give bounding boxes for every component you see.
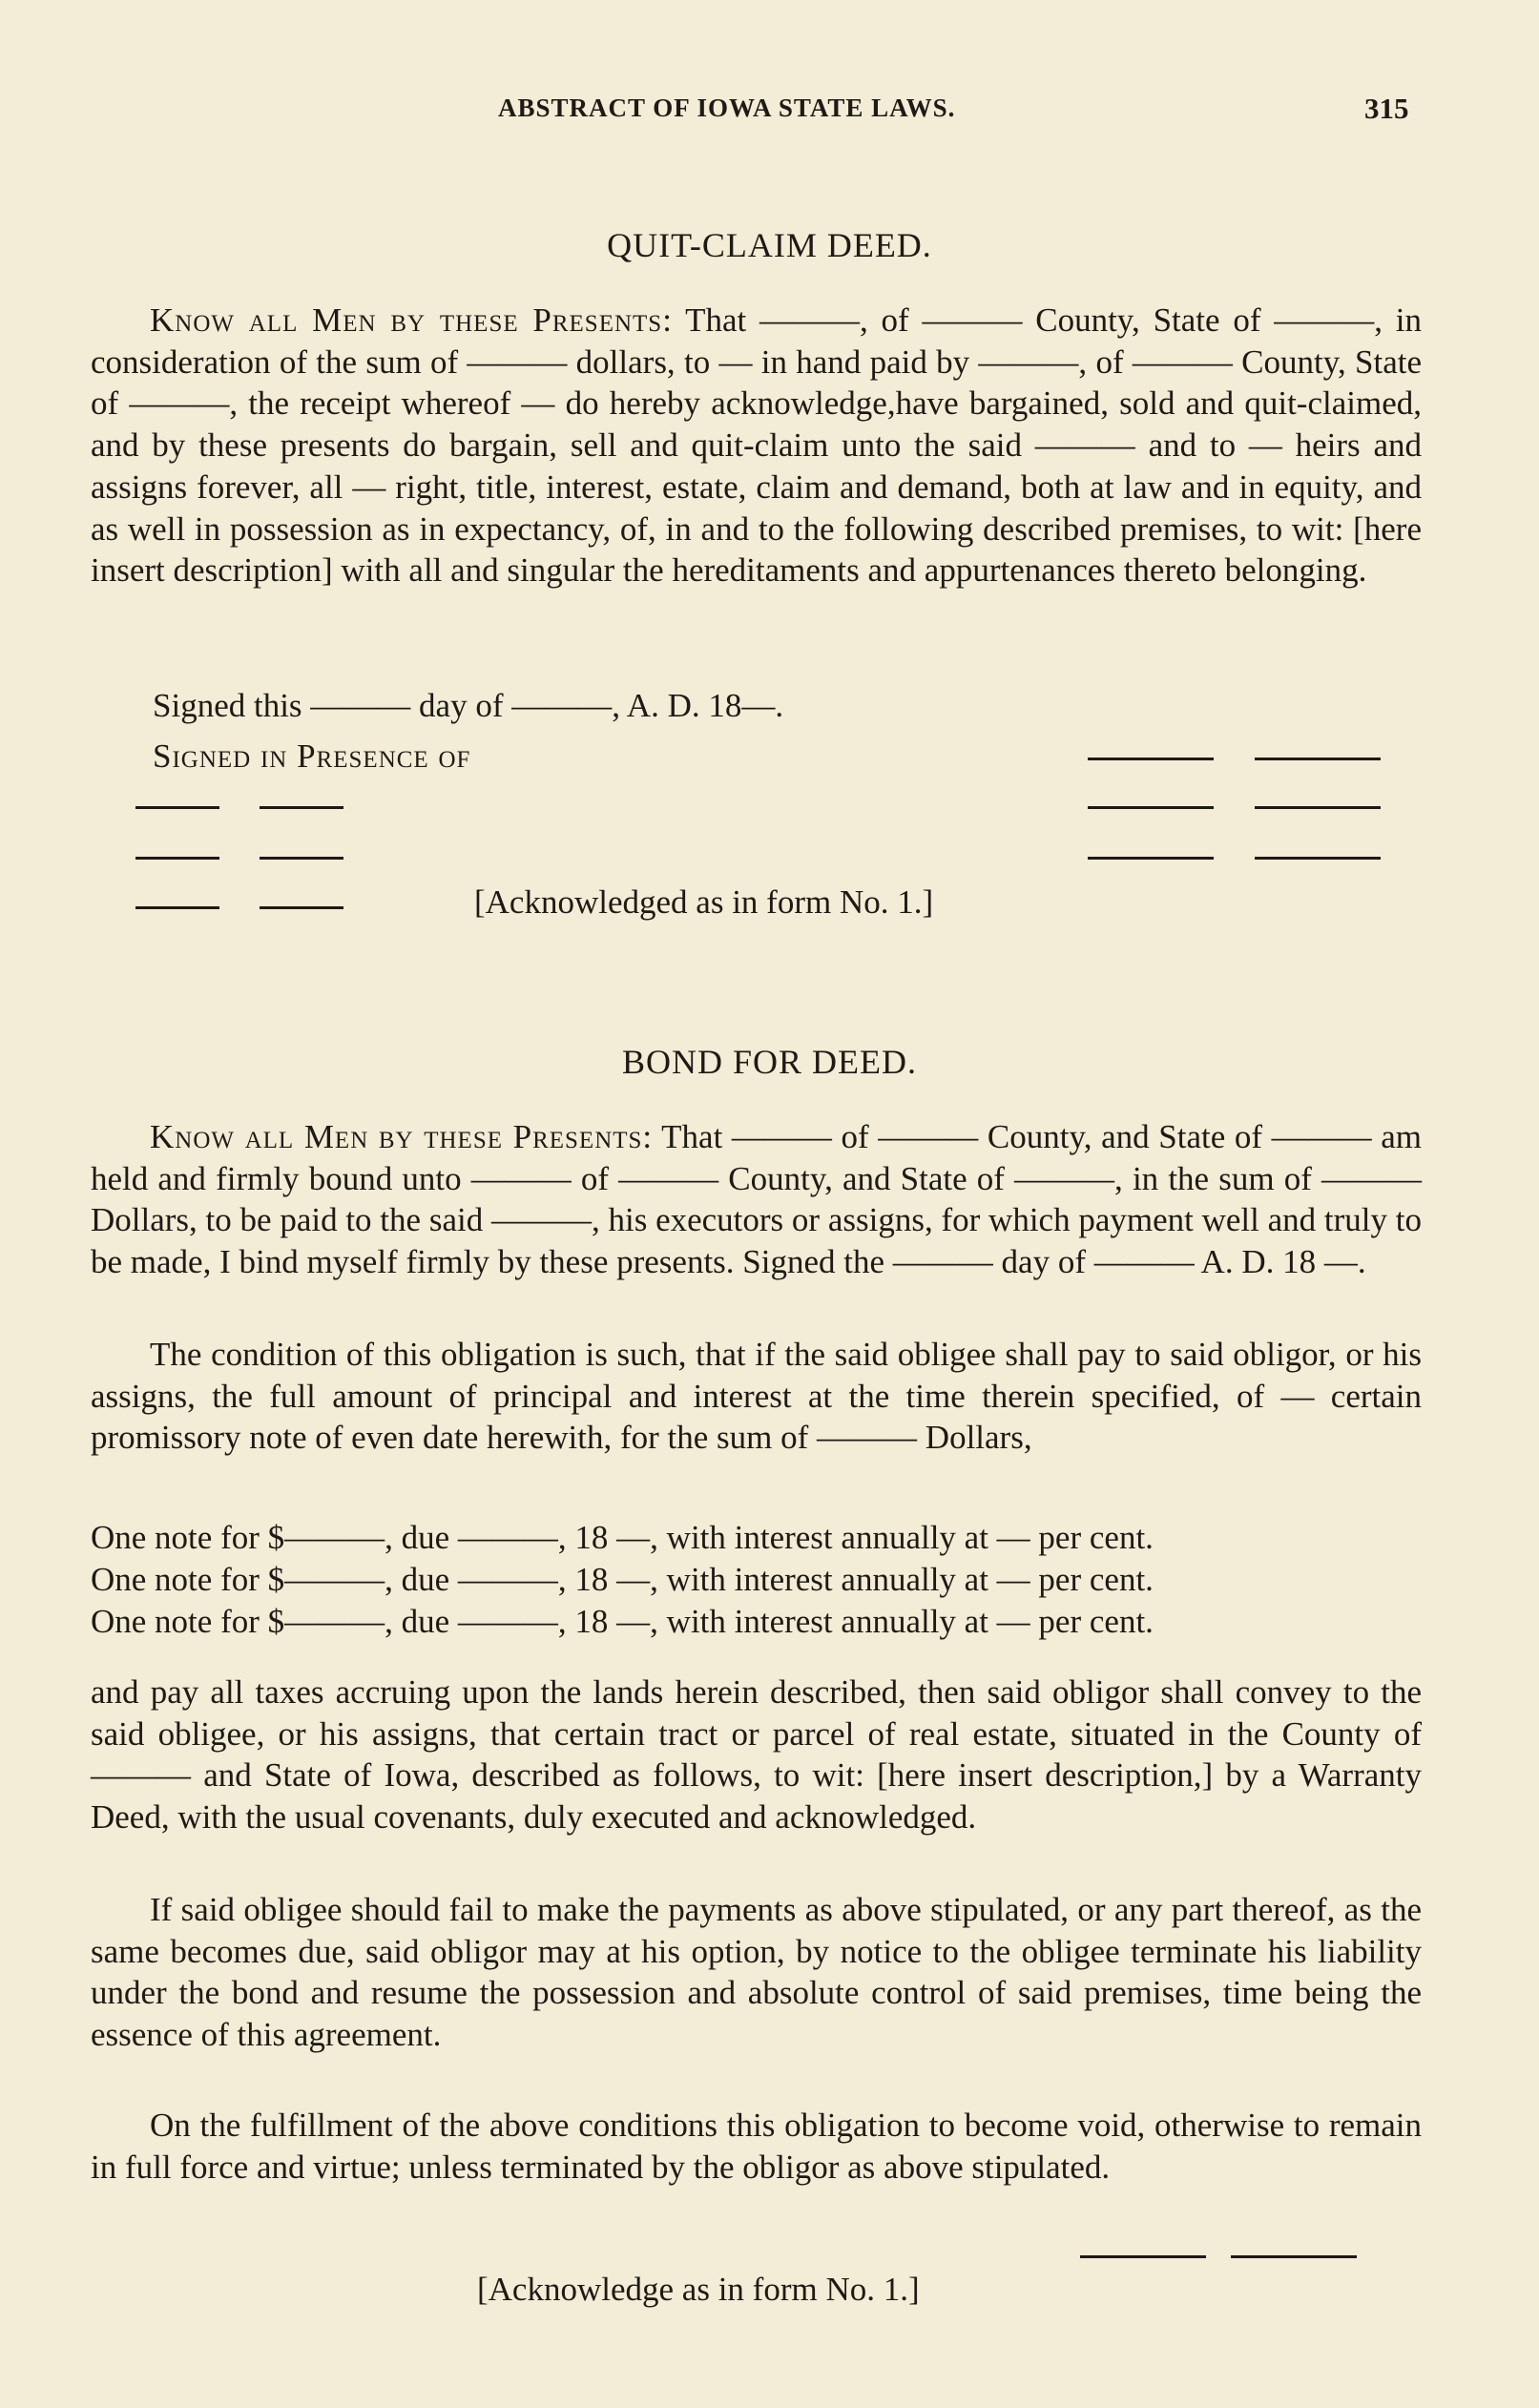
note-line: One note for $———, due ———, 18 —, with interest annually at — per cent. <box>91 1561 1154 1598</box>
signature-blank <box>1088 857 1214 860</box>
bond-default-clause: If said obligee should fail to make the payments as above stipulated, or any part thereof, as the same becomes due, said obligor may at his option, by notice to the obligee terminate his liability under the bond and resume the possession and absolute control of said premises, time being the essence of this agreement. <box>91 1891 1422 2054</box>
quitclaim-acknowledgment: [Acknowledged as in form No. 1.] <box>474 883 934 921</box>
quitclaim-witness-label: Signed in Presence of <box>153 737 471 775</box>
quitclaim-title: QUIT-CLAIM DEED. <box>607 226 932 264</box>
witness-blank <box>260 806 343 809</box>
note-line: One note for $———, due ———, 18 —, with interest annually at — per cent. <box>91 1519 1154 1556</box>
signature-blank <box>1088 806 1214 809</box>
signature-blank <box>1231 2255 1357 2258</box>
bond-body <box>91 1116 1422 1283</box>
witness-blank <box>260 906 343 909</box>
signature-blank <box>1255 806 1381 809</box>
witness-blank <box>260 857 343 860</box>
witness-blank <box>135 906 219 909</box>
quitclaim-body <box>91 300 1422 592</box>
bond-text: That ——— of ——— County, and State of ——— am held and firmly bound unto ——— of ——— County, and State of ———, in the sum of ——— Dollars, to be paid to the said ———, his executors or assigns, for which payment well and truly to be made, I bind myself firmly by these presents. Signed the ——— day of ——— A. D. 18 —. <box>91 1118 1423 1281</box>
witness-blank <box>135 806 219 809</box>
bond-acknowledgment: [Acknowledge as in form No. 1.] <box>477 2271 920 2308</box>
signature-blank <box>1080 2255 1206 2258</box>
quitclaim-text: That ———, of ——— County, State of ———, in consideration of the sum of ——— dollars, to — in hand paid by ———, of ——— County, State of ———, the receipt whereof — do hereby acknowledge,have bargained, sold and quit-claimed, and by these presents do bargain, sell and quit-claim unto the said ——— and to — heirs and assigns forever, all — right, title, interest, estate, claim and demand, both at law and in equity, and as well in possession as in expectancy, of, in and to the following described premises, to wit: [here insert description] with all and singular the hereditaments and appurtenances thereto belonging. <box>91 301 1423 590</box>
signature-blank <box>1255 857 1381 860</box>
bond-lead: Know all Men by these Presents: <box>150 1118 654 1155</box>
witness-blank <box>135 857 219 860</box>
quitclaim-lead: Know all Men by these Presents: <box>150 301 673 339</box>
bond-taxes-clause: and pay all taxes accruing upon the lands herein described, then said obligor shall convey to the said obligee, or his assigns, that certain tract or parcel of real estate, situated in the County of ——— and State of Iowa, described as follows, to wit: [here insert description,] by a Warranty Deed, with the usual covenants, duly executed and acknowledged. <box>91 1673 1422 1837</box>
running-header: ABSTRACT OF IOWA STATE LAWS. <box>498 93 956 122</box>
signature-blank <box>1255 758 1381 760</box>
bond-condition: The condition of this obligation is such, that if the said obligee shall pay to said obligor, or his assigns, the full amount of principal and interest at the time therein specified, of — certain promissory note of even date herewith, for the sum of ——— Dollars, <box>91 1336 1422 1457</box>
bond-fulfillment-clause: On the fulfillment of the above conditions this obligation to become void, otherwise to remain in full force and virtue; unless terminated by the obligor as above stipulated. <box>91 2107 1422 2186</box>
signature-blank <box>1088 758 1214 760</box>
bond-title: BOND FOR DEED. <box>621 1043 917 1081</box>
page-number: 315 <box>1364 92 1409 125</box>
note-line: One note for $———, due ———, 18 —, with interest annually at — per cent. <box>91 1603 1154 1640</box>
quitclaim-signed-line: Signed this ——— day of ———, A. D. 18—. <box>153 687 784 724</box>
